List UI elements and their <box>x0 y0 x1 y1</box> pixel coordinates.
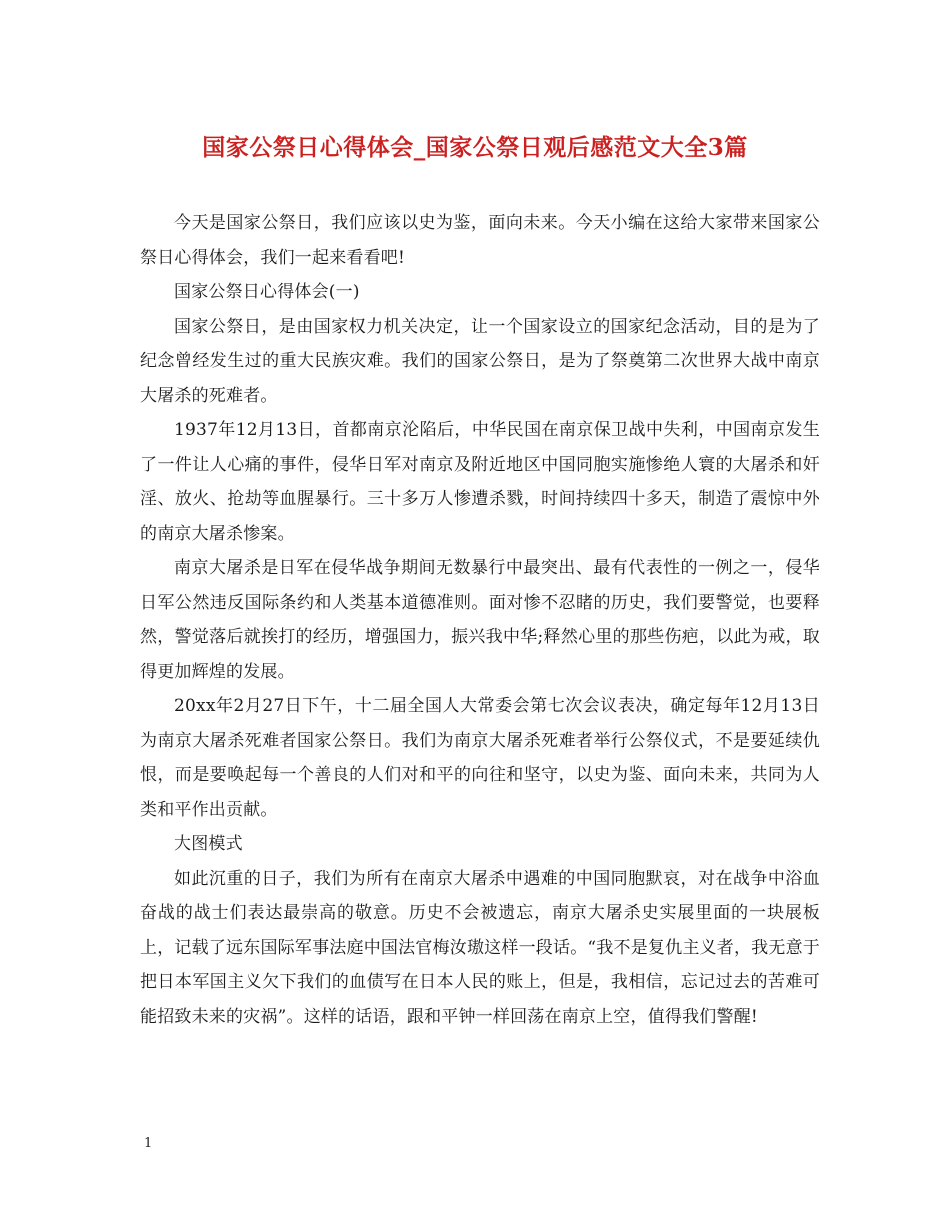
document-title: 国家公祭日心得体会_国家公祭日观后感范文大全3篇 <box>202 134 748 161</box>
body-paragraph: 国家公祭日，是由国家权力机关决定，让一个国家设立的国家纪念活动，目的是为了纪念曾经发生过的重大民族灾难。我们的国家公祭日，是为了祭奠第二次世界大战中南京大屠杀的死难者。 <box>140 316 820 406</box>
intro-paragraph: 今天是国家公祭日，我们应该以史为鉴，面向未来。今天小编在这给大家带来国家公祭日心得体会，我们一起来看看吧! <box>140 213 820 268</box>
body-paragraph: 20xx年2月27日下午，十二届全国人大常委会第七次会议表决，确定每年12月13日为南京大屠杀死难者国家公祭日。我们为南京大屠杀死难者举行公祭仪式，不是要延续仇恨，而是要唤起每一个善良的人们对和平的向往和坚守，以史为鉴、面向未来，共同为人类和平作出贡献。 <box>140 696 820 820</box>
body-paragraph: 南京大屠杀是日军在侵华战争期间无数暴行中最突出、最有代表性的一例之一，侵华日军公然违反国际条约和人类基本道德准则。面对惨不忍睹的历史，我们要警觉，也要释然，警觉落后就挨打的经历，增强国力，振兴我中华;释然心里的那些伤疤，以此为戒，取得更加辉煌的发展。 <box>140 558 820 682</box>
page-number: 1 <box>144 1136 153 1151</box>
image-mode-label: 大图模式 <box>174 834 243 854</box>
body-paragraph: 1937年12月13日，首都南京沦陷后，中华民国在南京保卫战中失利，中国南京发生了一件让人心痛的事件，侵华日军对南京及附近地区中国同胞实施惨绝人寰的大屠杀和奸淫、放火、抢劫等血腥暴行。三十多万人惨遭杀戮，时间持续四十多天，制造了震惊中外的南京大屠杀惨案。 <box>140 420 820 544</box>
document-body <box>140 206 820 1034</box>
section-heading: 国家公祭日心得体会(一) <box>174 282 360 302</box>
body-paragraph: 如此沉重的日子，我们为所有在南京大屠杀中遇难的中国同胞默哀，对在战争中浴血奋战的战士们表达最崇高的敬意。历史不会被遗忘，南京大屠杀史实展里面的一块展板上，记载了远东国际军事法庭中国法官梅汝璈这样一段话。“我不是复仇主义者，我无意于把日本军国主义欠下我们的血债写在日本人民的账上，但是，我相信，忘记过去的苦难可能招致未来的灾祸”。这样的话语，跟和平钟一样回荡在南京上空，值得我们警醒! <box>140 868 820 1027</box>
